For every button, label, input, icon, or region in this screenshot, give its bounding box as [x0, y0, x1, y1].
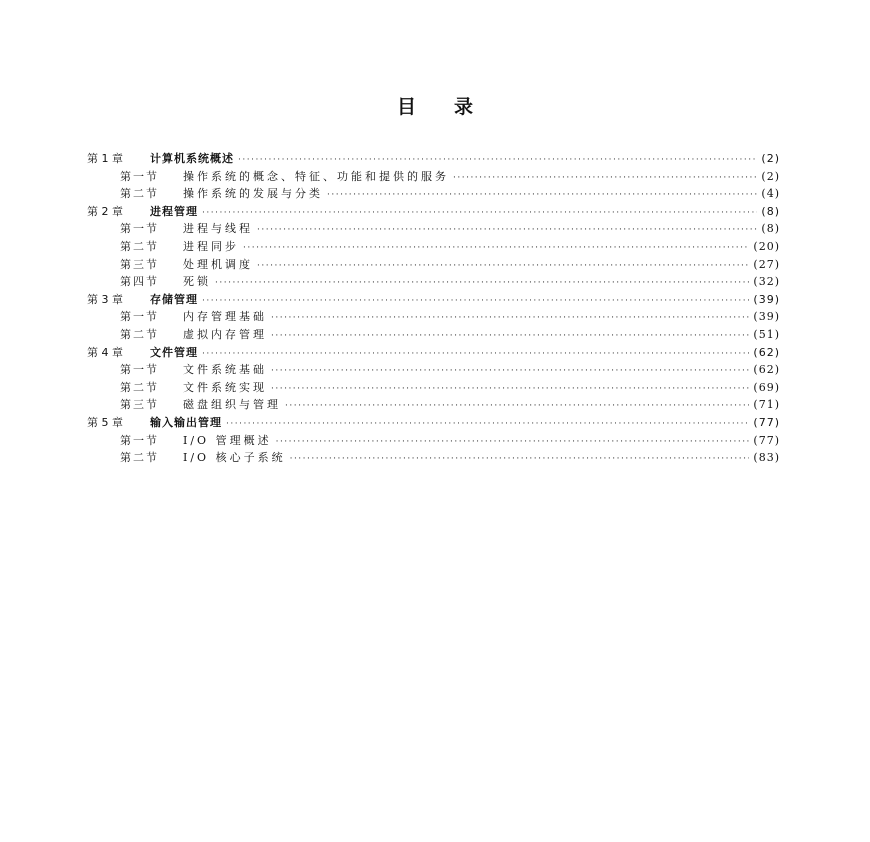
- dot-leader: [327, 187, 757, 205]
- dot-leader: [243, 240, 749, 258]
- dot-leader: [271, 328, 749, 346]
- entry-page-number: (77): [753, 433, 780, 447]
- entry-heading: 磁盘组织与管理: [183, 398, 281, 412]
- entry-label: 第一节: [120, 169, 159, 183]
- entry-label: 第二节: [120, 239, 159, 253]
- dot-leader: [202, 346, 749, 364]
- entry-label: 第三节: [120, 257, 159, 271]
- dot-leader: [271, 363, 749, 381]
- entry-page-number: (32): [753, 275, 780, 289]
- entry-page-number: (20): [753, 239, 780, 253]
- toc-section-entry[interactable]: [87, 361, 780, 379]
- entry-page-number: (62): [753, 345, 780, 359]
- dot-leader: [285, 398, 749, 416]
- entry-label: 第 3 章: [87, 292, 123, 306]
- entry-heading: 内存管理基础: [183, 310, 267, 324]
- entry-heading: 进程与线程: [183, 222, 253, 236]
- entry-heading: 计算机系统概述: [150, 152, 234, 165]
- dot-leader: [257, 222, 757, 240]
- entry-heading: I/O 核心子系统: [183, 451, 286, 465]
- toc-section-entry[interactable]: [87, 220, 780, 238]
- entry-label: 第一节: [120, 433, 159, 447]
- entry-label: 第 2 章: [87, 204, 123, 218]
- toc-section-entry[interactable]: [87, 449, 780, 467]
- entry-label: 第三节: [120, 398, 159, 412]
- dot-leader: [453, 170, 757, 188]
- toc-section-entry[interactable]: [87, 396, 780, 414]
- dot-leader: [271, 381, 749, 399]
- toc-section-entry[interactable]: [87, 185, 780, 203]
- toc-chapter-entry[interactable]: [87, 203, 780, 221]
- dot-leader: [226, 416, 749, 434]
- entry-heading: 文件系统实现: [183, 380, 267, 394]
- entry-heading: 文件管理: [150, 345, 198, 359]
- entry-page-number: (39): [753, 292, 780, 306]
- entry-heading: 存储管理: [150, 292, 198, 306]
- toc-section-entry[interactable]: [87, 432, 780, 450]
- entry-label: 第一节: [120, 363, 159, 377]
- page-title: 目录: [396, 96, 511, 118]
- entry-page-number: (69): [753, 380, 780, 394]
- dot-leader: [202, 293, 749, 311]
- entry-label: 第四节: [120, 275, 159, 289]
- toc-chapter-entry[interactable]: [87, 414, 780, 432]
- entry-heading: 处理机调度: [183, 257, 253, 271]
- toc-section-entry[interactable]: [87, 326, 780, 344]
- dot-leader: [202, 205, 757, 223]
- entry-page-number: (62): [753, 363, 780, 377]
- dot-leader: [276, 434, 750, 452]
- entry-page-number: (27): [753, 257, 780, 271]
- entry-heading: 操作系统的概念、特征、功能和提供的服务: [183, 169, 449, 183]
- entry-page-number: (2): [761, 152, 780, 165]
- entry-page-number: (8): [761, 222, 780, 236]
- entry-label: 第二节: [120, 327, 159, 341]
- toc-section-entry[interactable]: [87, 238, 780, 256]
- entry-label: 第 1 章: [87, 152, 123, 165]
- dot-leader: [215, 275, 749, 293]
- entry-label: 第二节: [120, 380, 159, 394]
- dot-leader: [271, 310, 749, 328]
- entry-page-number: (83): [753, 451, 780, 465]
- entry-heading: 死锁: [183, 275, 211, 289]
- toc-section-entry[interactable]: [87, 256, 780, 274]
- entry-heading: 输入输出管理: [150, 415, 222, 429]
- entry-label: 第二节: [120, 187, 159, 201]
- entry-page-number: (51): [753, 327, 780, 341]
- entry-heading: 进程同步: [183, 239, 239, 253]
- entry-page-number: (8): [761, 204, 780, 218]
- toc-chapter-entry[interactable]: [87, 291, 780, 309]
- toc-section-entry[interactable]: [87, 168, 780, 186]
- entry-label: 第 5 章: [87, 415, 123, 429]
- entry-heading: I/O 管理概述: [183, 433, 272, 447]
- dot-leader: [257, 258, 749, 276]
- entry-heading: 进程管理: [150, 204, 198, 218]
- toc-section-entry[interactable]: [87, 273, 780, 291]
- entry-page-number: (71): [753, 398, 780, 412]
- entry-heading: 虚拟内存管理: [183, 327, 267, 341]
- table-of-contents: [87, 150, 780, 467]
- entry-page-number: (77): [753, 415, 780, 429]
- entry-label: 第 4 章: [87, 345, 123, 359]
- toc-chapter-entry[interactable]: [87, 344, 780, 362]
- entry-page-number: (2): [761, 169, 780, 183]
- entry-label: 第一节: [120, 310, 159, 324]
- toc-section-entry[interactable]: [87, 379, 780, 397]
- entry-heading: 操作系统的发展与分类: [183, 187, 323, 201]
- toc-chapter-entry[interactable]: [87, 150, 780, 168]
- entry-page-number: (39): [753, 310, 780, 324]
- entry-heading: 文件系统基础: [183, 363, 267, 377]
- entry-label: 第二节: [120, 451, 159, 465]
- toc-section-entry[interactable]: [87, 308, 780, 326]
- entry-page-number: (4): [761, 187, 780, 201]
- entry-label: 第一节: [120, 222, 159, 236]
- dot-leader: [290, 451, 750, 469]
